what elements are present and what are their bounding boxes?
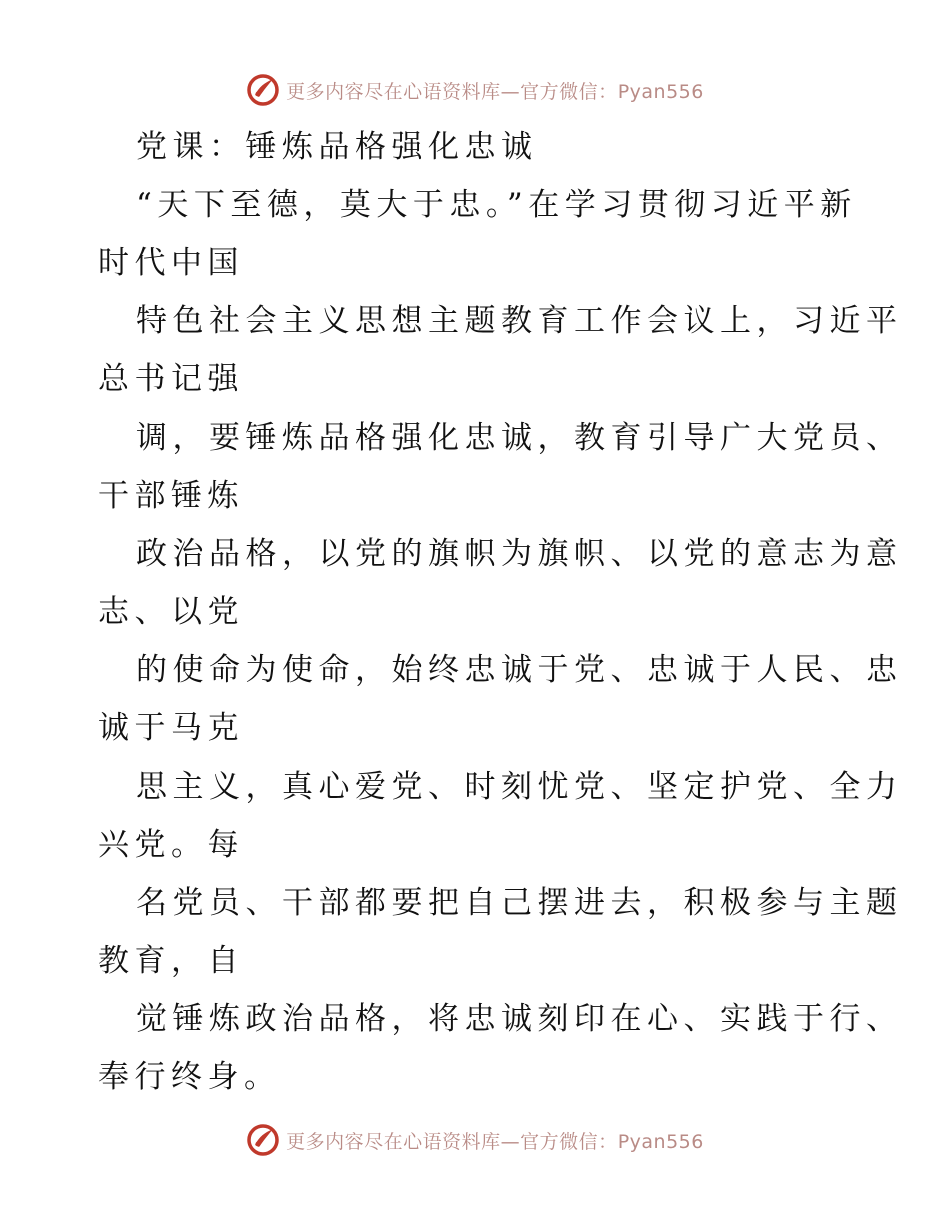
paragraph-line: 的使命为使命，始终忠诚于党、忠诚于人民、忠 <box>136 652 903 688</box>
header-banner-text <box>286 77 704 104</box>
footer-banner-text <box>286 1127 704 1154</box>
paragraph-line: 觉锤炼政治品格，将忠诚刻印在心、实践于行、 <box>136 1001 903 1037</box>
red-brush-seal-logo-icon <box>246 73 280 107</box>
header-site-text: 更多内容尽在心语资料库 <box>286 80 501 103</box>
header-banner <box>0 70 950 110</box>
paragraph-line: 教育，自 <box>98 943 244 979</box>
footer-wechat-id: Pyan556 <box>617 1130 704 1153</box>
paragraph-line: 时代中国 <box>98 245 244 281</box>
paragraph-line: 志、以党 <box>98 594 244 630</box>
paragraph-line: 干部锤炼 <box>98 478 244 514</box>
footer-banner <box>0 1120 950 1160</box>
header-wechat-id: Pyan556 <box>617 80 704 103</box>
footer-official-text: 官方微信： <box>520 1130 618 1153</box>
red-brush-seal-logo-icon <box>246 1123 280 1157</box>
paragraph-line: 奉行终身。 <box>98 1059 281 1095</box>
paragraph-line: “天下至德，莫大于忠。”在学习贯彻习近平新 <box>136 187 857 223</box>
footer-dash: — <box>500 1130 521 1153</box>
footer-site-text: 更多内容尽在心语资料库 <box>286 1130 501 1153</box>
paragraph-line: 总书记强 <box>98 361 244 397</box>
document-title: 党课：锤炼品格强化忠诚 <box>136 129 538 165</box>
header-official-text: 官方微信： <box>520 80 618 103</box>
paragraph-line: 思主义，真心爱党、时刻忧党、坚定护党、全力 <box>136 769 903 805</box>
paragraph-line: 特色社会主义思想主题教育工作会议上，习近平 <box>136 303 903 339</box>
paragraph-line: 调，要锤炼品格强化忠诚，教育引导广大党员、 <box>136 420 903 456</box>
paragraph-line: 名党员、干部都要把自己摆进去，积极参与主题 <box>136 885 903 921</box>
paragraph-line: 兴党。每 <box>98 827 244 863</box>
paragraph-line: 政治品格，以党的旗帜为旗帜、以党的意志为意 <box>136 536 903 572</box>
paragraph-line: 诚于马克 <box>98 710 244 746</box>
header-dash: — <box>500 80 521 103</box>
